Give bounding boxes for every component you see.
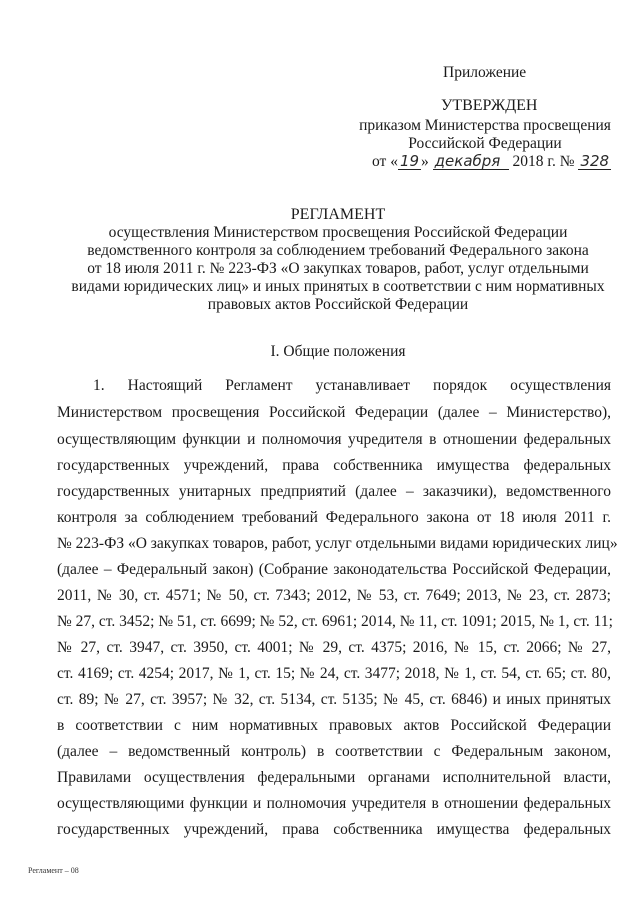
section-heading: I. Общие положения (270, 343, 406, 360)
date-mid: » (421, 153, 429, 170)
title-line-4: видами юридических лиц» и иных принятых в соответствии с ним нормативных (71, 278, 605, 295)
title-line-5: правовых актов Российской Федерации (207, 296, 469, 313)
body-line: № 223-ФЗ «О закупках товаров, работ, услуг отдельными видами юридических лиц» (57, 535, 618, 552)
date-month: декабря (433, 154, 509, 170)
order-number: 328 (580, 152, 610, 170)
order-line-1: приказом Министерства просвещения (359, 117, 611, 134)
body-line: № 27, ст. 3452; № 51, ст. 6699; № 52, ст. 6961; 2014, № 11, ст. 1091; 2015, № 1, ст. 11; (57, 613, 613, 630)
body-line: государственных учреждений, права собственника имущества федеральных (57, 821, 611, 838)
body-line: осуществляющим функции и полномочия учредителя в отношении федеральных (57, 431, 611, 448)
body-line: 2011, № 30, ст. 4571; № 50, ст. 7343; 2012, № 53, ст. 7649; 2013, № 23, ст. 2873; (57, 587, 611, 604)
body-line: ст. 4169; ст. 4254; 2017, № 1, ст. 15; № 24, ст. 3477; 2018, № 1, ст. 54, ст. 65; ст. 80, (57, 665, 611, 682)
body-line: государственных унитарных предприятий (далее – заказчики), ведомственного (57, 483, 611, 500)
appendix-label: Приложение (443, 64, 527, 81)
footer-label: Регламент – 08 (28, 866, 79, 875)
body-line: 1. Настоящий Регламент устанавливает порядок осуществления (93, 377, 611, 394)
date-day: 19 (399, 152, 420, 170)
body-line: ст. 89; № 27, ст. 3957; № 32, ст. 5134, ст. 5135; № 45, ст. 6846) и иных принятых (57, 691, 611, 708)
approved-label: УТВЕРЖДЕН (441, 97, 538, 114)
date-prefix: от « (372, 153, 398, 170)
date-year: 2018 г. № (512, 153, 575, 170)
body-line: осуществляющими функции и полномочия учредителя в отношении федеральных (57, 795, 611, 812)
body-line: Министерством просвещения Российской Федерации (далее – Министерство), (57, 404, 611, 421)
order-date-line (372, 153, 611, 171)
body-line: (далее – ведомственный контроль) в соответствии с Федеральным законом, (57, 743, 611, 760)
title-line-1: осуществления Министерством просвещения Российской Федерации (108, 224, 568, 241)
body-line: № 27, ст. 3947, ст. 3950, ст. 4001; № 29, ст. 4375; 2016, № 15, ст. 2066; № 27, (57, 639, 611, 656)
body-line: Правилами осуществления федеральными органами исполнительной власти, (57, 769, 611, 786)
body-line: (далее – Федеральный закон) (Собрание законодательства Российской Федерации, (57, 561, 611, 578)
body-line: в соответствии с ним нормативных правовых актов Российской Федерации (57, 717, 611, 734)
title-line-3: от 18 июля 2011 г. № 223-ФЗ «О закупках товаров, работ, услуг отдельными (87, 260, 589, 277)
document-title: РЕГЛАМЕНТ (290, 206, 386, 223)
body-line: государственных учреждений, права собственника имущества федеральных (57, 457, 611, 474)
title-line-2: ведомственного контроля за соблюдением требований Федерального закона (87, 242, 589, 259)
order-line-2: Российской Федерации (408, 135, 562, 152)
body-line: контроля за соблюдением требований Федерального закона от 18 июля 2011 г. (57, 509, 611, 526)
